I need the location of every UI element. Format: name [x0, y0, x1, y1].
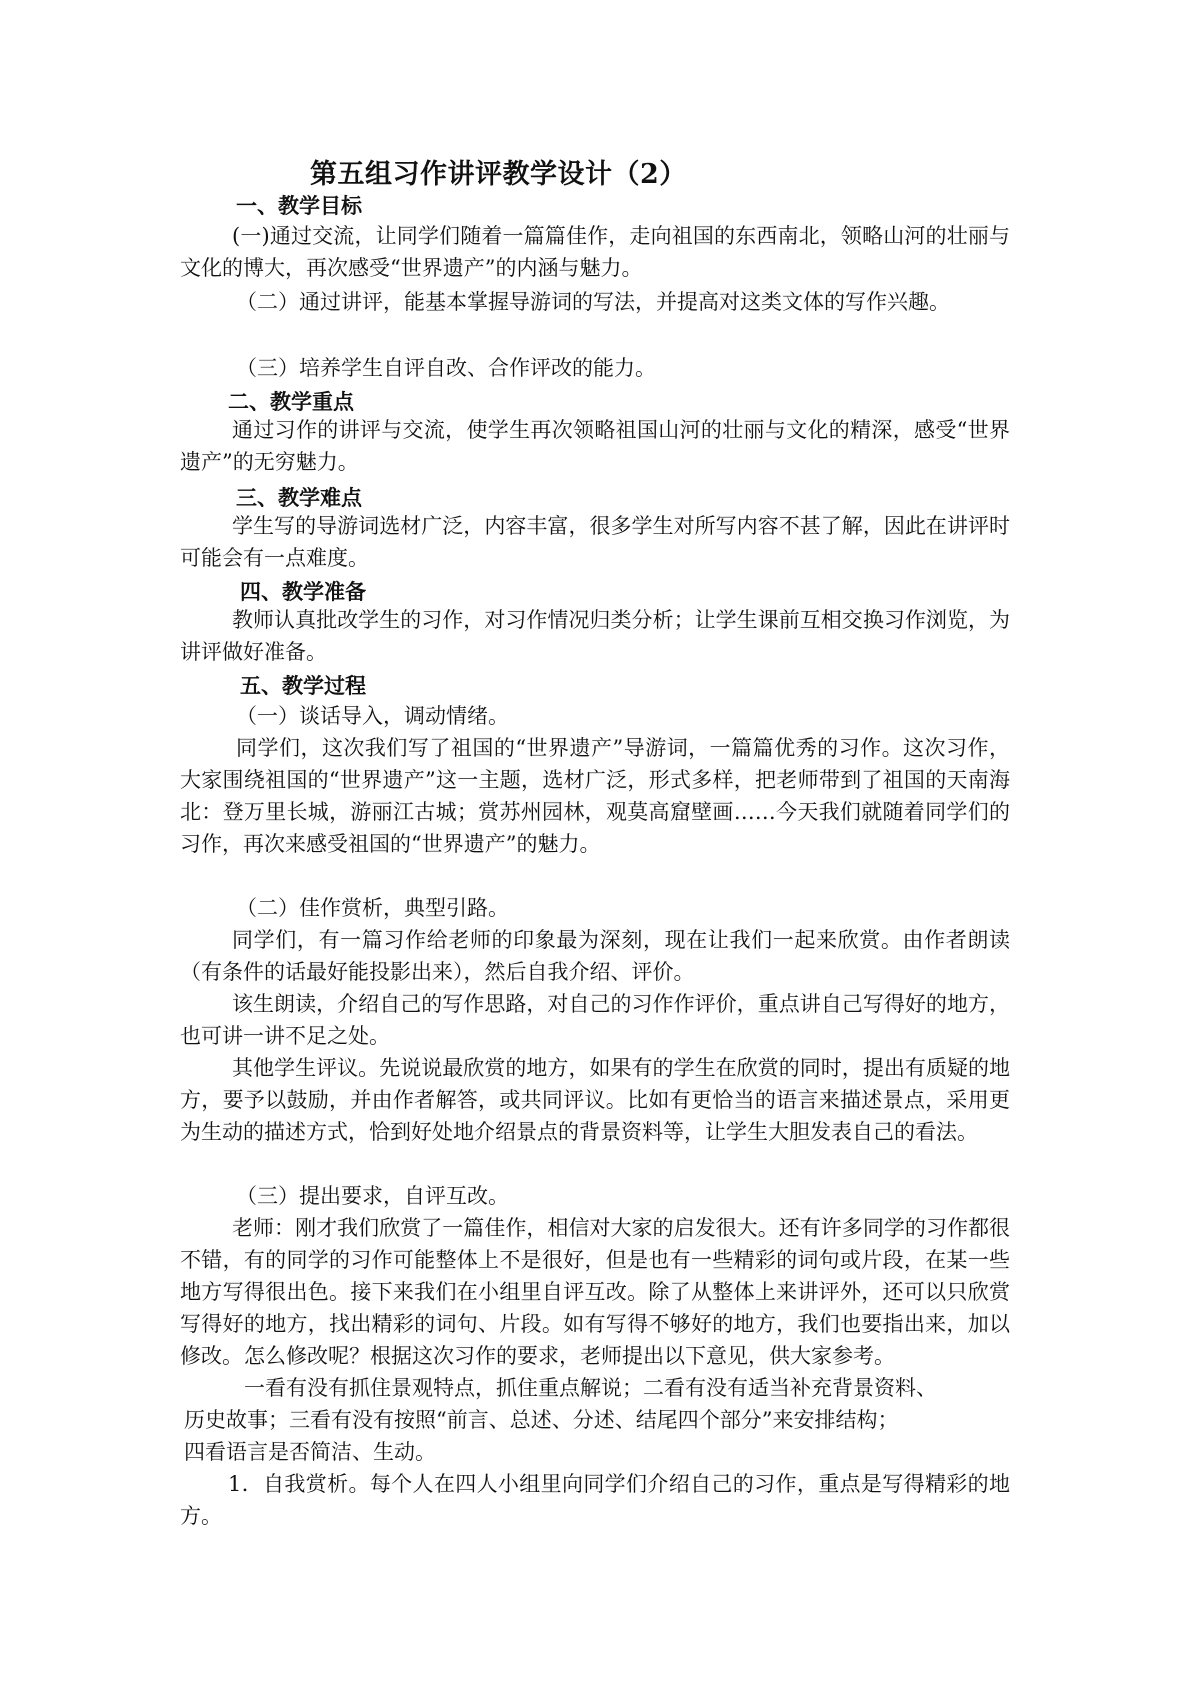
paragraph-goal-1: (一)通过交流，让同学们随着一篇篇佳作，走向祖国的东西南北，领略山河的壮丽与文化的博大，再次感受“世界遗产”的内涵与魅力。 [180, 224, 1010, 280]
paragraph-process-step-3: （三）提出要求，自评互改。 [236, 1184, 509, 1208]
paragraph-process-step-2: （二）佳作赏析，典型引路。 [236, 896, 509, 920]
heading-teaching-process: 五、教学过程 [240, 673, 366, 698]
heading-teaching-difficulty: 三、教学难点 [236, 485, 362, 510]
paragraph-model-essay: 同学们，有一篇习作给老师的印象最为深刻，现在让我们一起来欣赏。由作者朗读（有条件的话最好能投影出来），然后自我介绍、评价。 [180, 928, 1010, 984]
heading-teaching-focus: 二、教学重点 [228, 389, 354, 414]
paragraph-peer-review: 其他学生评议。先说说最欣赏的地方，如果有的学生在欣赏的同时，提出有质疑的地方，要予以鼓励，并由作者解答，或共同评议。比如有更恰当的语言来描述景点，采用更为生动的描述方式，恰到好处地介绍景点的背景资料等，让学生大胆发表自己的看法。 [180, 1056, 1010, 1144]
paragraph-checklist-line-3: 四看语言是否简洁、生动。 [184, 1440, 436, 1464]
paragraph-process-step-1: （一）谈话导入，调动情绪。 [236, 704, 509, 728]
heading-teaching-preparation: 四、教学准备 [240, 579, 366, 604]
paragraph-focus: 通过习作的讲评与交流，使学生再次领略祖国山河的壮丽与文化的精深，感受“世界遗产”的无穷魅力。 [180, 418, 1010, 474]
paragraph-goal-2: （二）通过讲评，能基本掌握导游词的写法，并提高对这类文体的写作兴趣。 [236, 290, 950, 314]
paragraph-student-reading: 该生朗读，介绍自己的写作思路，对自己的习作作评价，重点讲自己写得好的地方，也可讲一讲不足之处。 [180, 992, 1010, 1048]
paragraph-preparation: 教师认真批改学生的习作，对习作情况归类分析；让学生课前互相交换习作浏览，为讲评做好准备。 [180, 608, 1010, 664]
paragraph-revision-guidance: 怎么修改呢？根据这次习作的要求，老师提出以下意见，供大家参考。 [244, 1344, 895, 1368]
document-title: 第五组习作讲评教学设计（2） [310, 159, 687, 190]
heading-teaching-goals: 一、教学目标 [236, 193, 362, 218]
paragraph-difficulty: 学生写的导游词选材广泛，内容丰富，很多学生对所写内容不甚了解，因此在讲评时可能会有一点难度。 [180, 514, 1010, 570]
paragraph-self-appreciation: 1．自我赏析。每个人在四人小组里向同学们介绍自己的习作，重点是写得精彩的地方。 [180, 1472, 1010, 1528]
paragraph-introduction: 同学们，这次我们写了祖国的“世界遗产”导游词，一篇篇优秀的习作。这次习作，大家围绕祖国的“世界遗产”这一主题，选材广泛，形式多样，把老师带到了祖国的天南海北：登万里长城，游丽江古城；赏苏州园林，观莫高窟壁画……今天我们就随着同学们的习作，再次来感受祖国的“世界遗产”的魅力。 [180, 736, 1010, 856]
paragraph-checklist-line-1: 一看有没有抓住景观特点，抓住重点解说；二看有没有适当补充背景资料、 [244, 1376, 937, 1400]
paragraph-checklist-line-2: 历史故事；三看有没有按照“前言、总述、分述、结尾四个部分”来安排结构； [184, 1408, 899, 1432]
paragraph-teacher-remarks: 老师：刚才我们欣赏了一篇佳作，相信对大家的启发很大。还有许多同学的习作都很不错，有的同学的习作可能整体上不是很好，但是也有一些精彩的词句或片段，在某一些地方写得很出色。接下来我们在小组里自评互改。除了从整体上来讲评外，还可以只欣赏写得好的地方，找出精彩的词句、片段。如有写得不够好的地方，我们也要指出来，加以修改。 [180, 1216, 1010, 1368]
paragraph-goal-3: （三）培养学生自评自改、合作评改的能力。 [236, 356, 656, 380]
